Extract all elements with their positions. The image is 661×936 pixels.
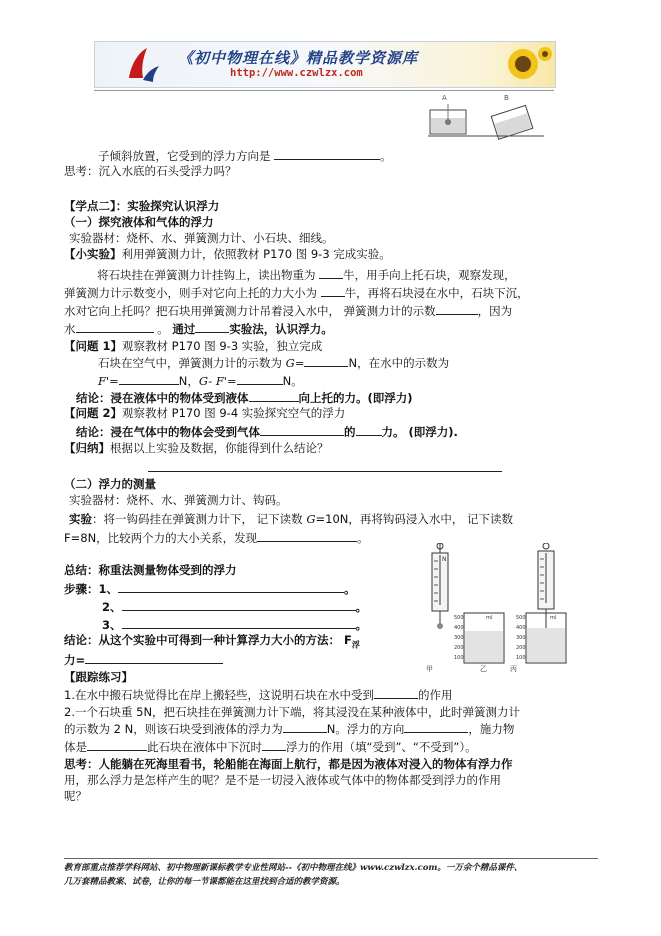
svg-text:ml: ml <box>550 615 557 621</box>
question-2: 【问题 2】观察教材 P170 图 9-4 实验探究空气的浮力 <box>64 406 346 420</box>
exercise-2-line-1: 2.一个石块重 5N，把石块挂在弹簧测力计下端，将其浸没在某种液体中，此时弹簧测力计 <box>64 705 521 719</box>
line-1: 子倾斜放置，它受到的浮力方向是 。 <box>98 149 392 163</box>
conclusion-1: 结论：浸在液体中的物体受到液体 向上托的力。(即浮力) <box>76 391 413 405</box>
small-experiment: 【小实验】利用弹簧测力计，依照教材 P170 图 9-3 完成实验。 <box>64 247 391 261</box>
blank-field[interactable] <box>374 687 418 699</box>
blank-field[interactable] <box>122 599 356 611</box>
think-paragraph-line-1: 思考：人能躺在死海里看书，轮船能在海面上航行，都是因为液体对浸入的物体有浮力作 <box>64 757 513 771</box>
question-1-line-2: 石块在空气中，弹簧测力计的示数为 G= N，在水中的示数为 <box>98 356 450 370</box>
materials-1: 实验器材：烧杯、水、弹簧测力计、小石块、细线。 <box>69 231 334 245</box>
paragraph-line-3: 水对它向上托吗？把石块用弹簧测力计吊着浸入水中， 弹簧测力计的示数 ，因为 <box>64 304 513 318</box>
banner-url[interactable]: http://www.czwlzx.com <box>230 67 363 79</box>
paragraph-line-1: 将石块挂在弹簧测力计挂钩上，读出物重为 牛，用手向上托石块，观察发现， <box>97 268 516 282</box>
scale-unit-label: N <box>442 556 447 563</box>
svg-text:400: 400 <box>454 625 464 631</box>
subheading-1: （一）探究液体和气体的浮力 <box>64 215 214 229</box>
figure-label-b: B <box>504 94 509 102</box>
blank-field[interactable] <box>262 739 286 751</box>
blank-field[interactable] <box>436 303 478 315</box>
svg-text:100: 100 <box>454 655 464 661</box>
footer-divider <box>64 858 598 859</box>
blank-field[interactable] <box>319 267 343 279</box>
blank-field[interactable] <box>85 652 223 664</box>
footer-line-1: 教育部重点推荐学科网站、初中物理新课标教学专业性网站--《初中物理在线》www.czwlzx.com。一万余个精品课件、 <box>64 863 523 873</box>
sunflower-icon <box>493 42 553 87</box>
logo-icon <box>121 44 161 84</box>
svg-text:ml: ml <box>486 615 493 621</box>
exercise-1: 1.在水中搬石块觉得比在岸上搬轻些，这说明石块在水中受到 的作用 <box>64 688 453 702</box>
blank-field[interactable] <box>87 739 147 751</box>
figure-label-jia: 甲 <box>426 665 433 673</box>
header-divider <box>94 90 554 91</box>
blank-field[interactable] <box>260 424 344 436</box>
svg-text:200: 200 <box>454 645 464 651</box>
tilted-beaker-figure <box>428 92 544 140</box>
think-line-1: 思考：沉入水底的石头受浮力吗？ <box>64 164 237 178</box>
materials-2: 实验器材：烧杯、水、弹簧测力计、钩码。 <box>69 493 288 507</box>
conclusion-2: 结论：浸在气体中的物体会受到气体 的 力。 (即浮力). <box>76 425 458 439</box>
figure-label-bing: 丙 <box>510 665 517 673</box>
blank-field[interactable] <box>237 373 283 385</box>
step-3: 3、 。 <box>102 618 368 632</box>
svg-text:500: 500 <box>516 615 526 621</box>
experiment-line-2: F=8N，比较两个力的大小关系，发现 。 <box>64 531 369 545</box>
figure-label-a: A <box>442 94 447 102</box>
svg-text:400: 400 <box>516 625 526 631</box>
blank-field[interactable] <box>283 721 327 733</box>
svg-text:300: 300 <box>454 635 464 641</box>
blank-field[interactable] <box>274 148 380 160</box>
banner-title: 《初中物理在线》精品教学资源库 <box>178 49 419 67</box>
blank-field[interactable] <box>304 355 348 367</box>
think-paragraph-line-2: 用，那么浮力是怎样产生的呢？是不是一切浸入液体或气体中的物体都受到浮力的作用 <box>64 773 501 787</box>
footer-line-2: 几万套精品教案、试卷，让你的每一节课都能在这里找到合适的教学资源。 <box>64 877 345 887</box>
spring-scale-figure <box>420 543 570 673</box>
figure-label-yi: 乙 <box>480 665 487 673</box>
blank-field[interactable] <box>76 321 154 333</box>
svg-text:300: 300 <box>516 635 526 641</box>
svg-text:200: 200 <box>516 645 526 651</box>
blank-field[interactable] <box>257 530 357 542</box>
blank-field[interactable] <box>249 390 299 402</box>
conclusion-3-line-2: 力= <box>64 652 223 667</box>
svg-text:100: 100 <box>516 655 526 661</box>
question-1-line-3: F'= N，G- F'= N。 <box>98 374 303 388</box>
exercise-2-line-3: 体是 此石块在液体中下沉时 浮力的作用（填“受到”、“不受到”）。 <box>64 740 477 754</box>
paragraph-line-4: 水 。 通过 实验法，认识浮力。 <box>64 322 333 336</box>
blank-field[interactable] <box>119 373 179 385</box>
exercise-2-line-2: 的示数为 2 N，则该石块受到液体的浮力为 N。浮力的方向 ，施力物 <box>64 722 515 736</box>
step-1: 步骤：1、 。 <box>64 582 356 596</box>
blank-field[interactable] <box>118 581 344 593</box>
think-paragraph-line-3: 呢？ <box>64 789 87 803</box>
subheading-2: （二）浮力的测量 <box>64 477 156 491</box>
answer-line[interactable] <box>148 471 502 472</box>
step-2: 2、 。 <box>102 600 368 614</box>
summary: 【归纳】根据以上实验及数据，你能得到什么结论？ <box>64 441 329 455</box>
svg-text:500: 500 <box>454 615 464 621</box>
blank-field[interactable] <box>122 617 356 629</box>
conclusion-3: 结论：从这个实验中可得到一种计算浮力大小的方法： $F_浮$ <box>64 633 360 650</box>
blank-field[interactable] <box>195 321 229 333</box>
blank-field[interactable] <box>404 721 468 733</box>
paragraph-line-2: 弹簧测力计示数变小，则手对它向上托的力大小为 牛，再将石块浸在水中，石块下沉， <box>64 286 529 300</box>
question-1: 【问题 1】观察教材 P170 图 9-3 实验，独立完成 <box>64 339 323 353</box>
blank-field[interactable] <box>356 424 382 436</box>
follow-up-heading: 【跟踪练习】 <box>64 670 133 684</box>
experiment-line-1: 实验：将一钩码挂在弹簧测力计下， 记下读数 G=10N，再将钩码浸入水中， 记下读数 <box>69 512 514 526</box>
section-heading-2: 【学点二】：实验探究认识浮力 <box>64 199 220 213</box>
total-heading: 总结：称重法测量物体受到的浮力 <box>64 563 237 577</box>
blank-field[interactable] <box>321 285 345 297</box>
